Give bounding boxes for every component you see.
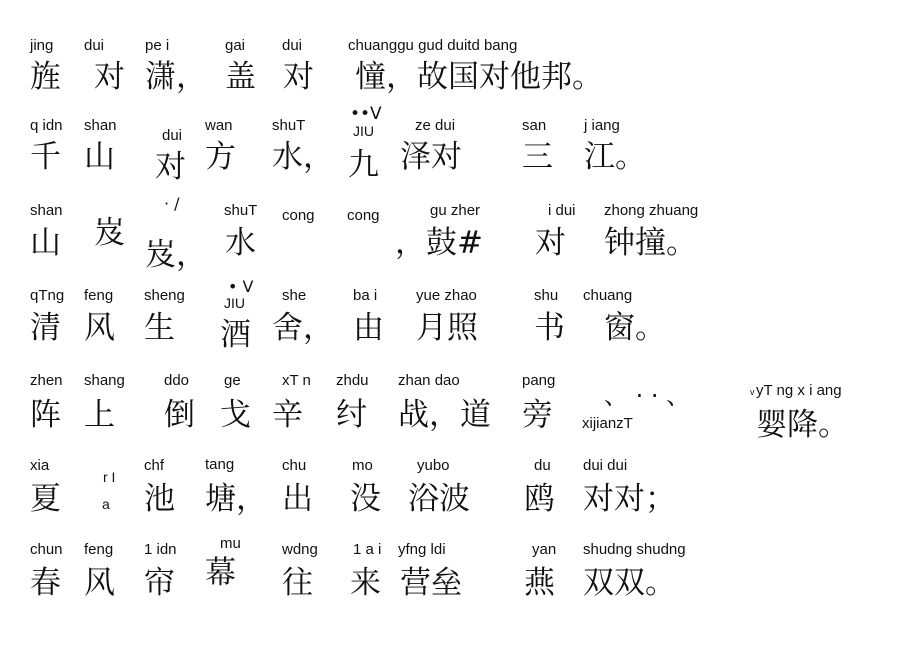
hanzi: 千: [30, 139, 61, 175]
hanzi: 生: [144, 310, 175, 346]
pinyin: i dui: [548, 202, 576, 219]
hanzi: 对: [283, 59, 314, 95]
hanzi: 阵: [30, 397, 61, 433]
pinyin: zhen: [30, 372, 63, 389]
hanzi: 纣: [336, 397, 367, 433]
pinyin: xia: [30, 457, 50, 474]
hanzi: 舍，: [272, 310, 334, 346]
hanzi: 钟撞。: [604, 225, 697, 261]
hanzi: 旁: [522, 397, 553, 433]
hanzi: 倒: [164, 397, 195, 433]
hanzi: 水，: [272, 139, 334, 175]
pinyin: chu: [282, 457, 307, 474]
pinyin: pe i: [145, 37, 170, 54]
pinyin: wdng: [282, 541, 318, 558]
pinyin: du: [534, 457, 551, 474]
hanzi: 春: [30, 565, 61, 601]
hanzi: 池: [144, 481, 175, 517]
pinyin: yfng ldi: [398, 541, 446, 558]
pinyin: yan: [532, 541, 557, 558]
tone-mark: v: [750, 387, 755, 397]
hanzi: 书: [534, 310, 565, 346]
hanzi: 清: [30, 310, 61, 346]
pinyin: JIU: [224, 295, 245, 311]
pinyin: ddo: [164, 372, 190, 389]
pinyin: chf: [144, 457, 165, 474]
hanzi: 塘，: [205, 481, 267, 517]
hanzi: 月照: [416, 310, 478, 346]
hanzi: 岌，: [145, 237, 207, 273]
hanzi: 幕: [205, 555, 236, 591]
hanzi: 窗。: [604, 310, 666, 346]
pinyin: cong: [282, 207, 315, 224]
hanzi: 没: [350, 481, 381, 517]
hanzi: 旌: [30, 59, 61, 95]
pinyin: zhan dao: [398, 372, 460, 389]
hanzi: 三: [522, 139, 553, 175]
pinyin: she: [282, 287, 307, 304]
pinyin: zhdu: [336, 372, 369, 389]
pinyin: jing: [30, 37, 54, 54]
hanzi: 酒: [220, 317, 251, 353]
pinyin: shan: [84, 117, 117, 134]
pinyin: 1 a i: [353, 541, 382, 558]
pinyin: j iang: [584, 117, 620, 134]
hanzi: 辛: [272, 397, 303, 433]
hanzi: 戈: [220, 397, 251, 433]
hanzi: 由: [353, 310, 384, 346]
pinyin: dui: [84, 37, 105, 54]
pinyin: chun: [30, 541, 63, 558]
pinyin: shu: [534, 287, 559, 304]
hanzi: 风: [84, 565, 115, 601]
pinyin: mu: [220, 535, 241, 552]
tone-dots: • V: [228, 277, 254, 296]
hanzi: 来: [350, 565, 381, 601]
pinyin: gu zher: [430, 202, 481, 219]
punctuation-marks: 、 · · 、: [604, 382, 691, 410]
pinyin: cong: [347, 207, 380, 224]
pinyin: dui: [282, 37, 303, 54]
hanzi: 江。: [584, 139, 646, 175]
hanzi: 对对；: [583, 481, 676, 517]
hanzi: 水: [225, 225, 256, 261]
hanzi: 燕: [524, 565, 555, 601]
pinyin: r I: [103, 469, 116, 485]
pinyin: zhong zhuang: [604, 202, 699, 219]
pinyin: yue zhao: [416, 287, 477, 304]
pinyin: xijianzT: [582, 415, 633, 432]
hanzi: 对: [535, 225, 566, 261]
pinyin: feng: [84, 287, 114, 304]
hanzi: 夏: [30, 481, 61, 517]
hanzi: 浴波: [408, 481, 470, 517]
pinyin: chuanggu gud duitd bang: [348, 37, 518, 54]
pinyin: dui dui: [583, 457, 628, 474]
hanzi: 山: [30, 225, 61, 261]
pinyin: ze dui: [415, 117, 456, 134]
pinyin: chuang: [583, 287, 633, 304]
hanzi: 出: [282, 481, 313, 517]
hanzi: 潇，: [145, 59, 207, 95]
pinyin: shuT: [224, 202, 258, 219]
pinyin: san: [522, 117, 547, 134]
hanzi: 泽对: [400, 139, 462, 175]
hanzi: 盖: [225, 59, 256, 95]
pinyin: JIU: [353, 123, 374, 139]
pinyin: 1 idn: [144, 541, 177, 558]
hanzi: 营垒: [400, 565, 462, 601]
pinyin: ge: [224, 372, 241, 389]
hanzi: 风: [84, 310, 115, 346]
hanzi: 方: [205, 139, 236, 175]
tone-mark: · /: [164, 194, 180, 213]
hanzi: ，鼓#: [395, 225, 483, 261]
pinyin: feng: [84, 541, 114, 558]
pinyin: shuT: [272, 117, 306, 134]
pinyin: qTng: [30, 287, 65, 304]
hanzi: 战，道: [398, 397, 491, 433]
pinyin: yubo: [417, 457, 450, 474]
pinyin: yT ng x i ang: [756, 382, 842, 399]
pinyin: ba i: [353, 287, 378, 304]
pinyin: mo: [352, 457, 373, 474]
tone-dots: ••V: [350, 104, 382, 124]
hanzi: 山: [84, 139, 115, 175]
pinyin: pang: [522, 372, 556, 389]
hanzi: 双双。: [583, 565, 676, 601]
hanzi: 往: [282, 565, 313, 601]
hanzi: 对: [155, 149, 186, 185]
pinyin: shan: [30, 202, 63, 219]
pinyin: sheng: [144, 287, 185, 304]
hanzi: 九: [348, 147, 379, 183]
hanzi: 上: [84, 397, 115, 433]
pinyin: dui: [162, 127, 183, 144]
hanzi: 帘: [144, 565, 175, 601]
pinyin: tang: [205, 456, 235, 473]
hanzi: 婴降。: [756, 407, 849, 443]
pinyin: shang: [84, 372, 125, 389]
hanzi: 鸥: [524, 481, 555, 517]
hanzi: 对: [94, 59, 125, 95]
pinyin: xT n: [282, 372, 311, 389]
pinyin: a: [102, 496, 110, 512]
pinyin: q idn: [30, 117, 63, 134]
pinyin: shudng shudng: [583, 541, 686, 558]
hanzi: 憧，故国对他邦。: [355, 59, 603, 95]
pinyin: wan: [205, 117, 233, 134]
hanzi: 岌: [94, 215, 125, 251]
pinyin: gai: [225, 37, 246, 54]
